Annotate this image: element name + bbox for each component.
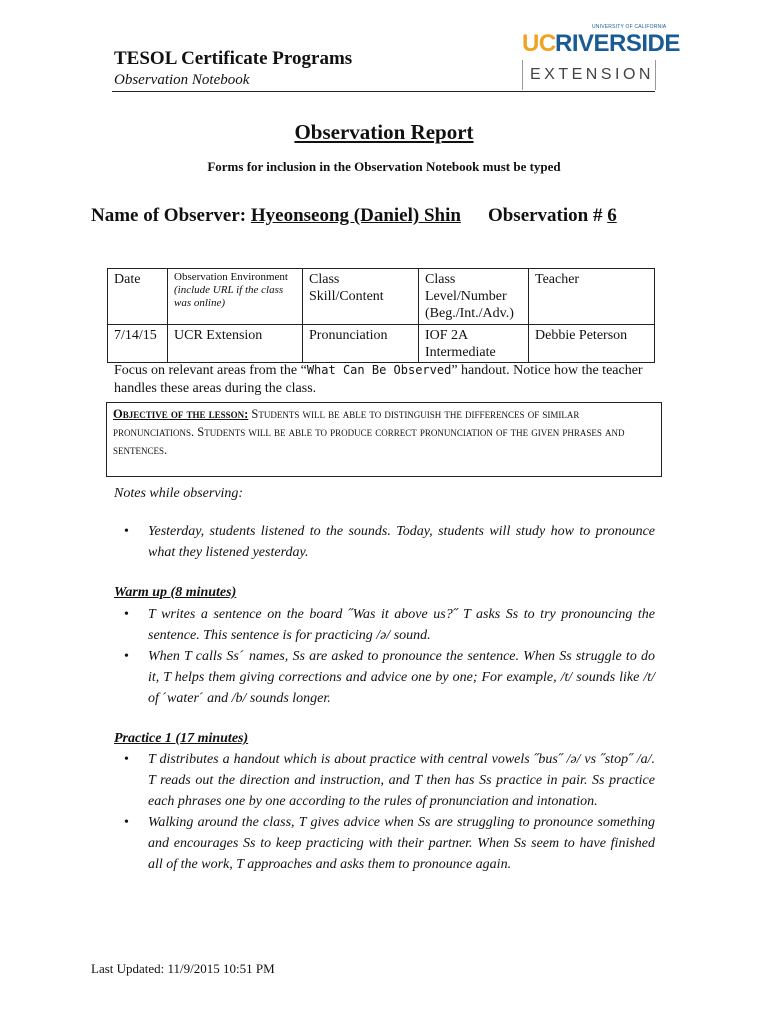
logo-divider-right [655,60,656,90]
cell-environment: UCR Extension [168,325,303,363]
header-teacher: Teacher [529,269,655,325]
logo-extension-text: EXTENSION [530,66,654,83]
program-title: TESOL Certificate Programs [114,48,353,69]
bullet-icon: • [124,815,129,830]
focus-handout-name: What Can Be Observed [306,363,452,377]
list-item [114,521,655,563]
cell-skill: Pronunciation [303,325,419,363]
list-item [114,646,655,709]
logo-university-text: UNIVERSITY OF CALIFORNIA [592,24,667,30]
observer-name: Hyeonseong (Daniel) Shin [250,205,461,226]
practice1-list [114,749,655,875]
bullet-icon: • [124,607,129,622]
objective-body: Students will be able to distinguish the differences of similar pronunciations. Students will be able to produce correct pronunciation of the given phrases and sentences. [113,407,625,457]
list-item-text: Yesterday, students listened to the sounds. Today, students will study how to pronounce what they listened yesterday. [148,524,655,560]
focus-instruction [114,361,654,398]
header-level: Class Level/Number (Beg./Int./Adv.) [419,269,529,325]
list-item [114,749,655,812]
list-item-text: When T calls Ssˊ names, Ss are asked to pronounce the sentence. When Ss struggle to do it, T helps them giving corrections and advice one by one; For example, /t/ sounds like /t/ of ˊwaterˊ and /b/ sounds longer. [148,649,655,706]
bullet-icon: • [124,649,129,664]
warmup-heading: Warm up (8 minutes) [114,585,237,600]
last-updated: Last Updated: 11/9/2015 10:51 PM [91,961,275,976]
observation-number: 6 [607,205,617,226]
header-environment-main: Observation Environment [174,271,288,283]
table-header-row [108,269,655,325]
observation-table [107,268,655,363]
list-item-text: T distributes a handout which is about practice with central vowels ˝bus˝ /ə/ vs ˝stop˝ /a/. T reads out the direction and instruction, and T then has Ss practice in pair. Ss practice each phrases one by one according to the rules of pronunciation and intonation. [148,752,655,809]
objective-text [113,405,653,459]
notebook-subtitle: Observation Notebook [114,72,250,88]
list-item [114,812,655,875]
practice1-heading: Practice 1 (17 minutes) [114,731,249,746]
observation-label: Observation # [487,205,608,226]
bullet-icon: • [124,524,129,539]
cell-teacher: Debbie Peterson [529,325,655,363]
objective-box [106,402,662,477]
bullet-icon: • [124,752,129,767]
cell-date: 7/14/15 [108,325,168,363]
logo-divider-left [522,60,523,90]
observer-label: Name of Observer: [91,205,251,226]
header-environment-note: (include URL if the class was online) [174,284,284,309]
intro-list [114,521,655,563]
cell-level: IOF 2A Intermediate [419,325,529,363]
header-environment [168,269,303,325]
objective-label: Objective of the lesson: [113,407,249,421]
report-subtitle: Forms for inclusion in the Observation Notebook must be typed [207,159,561,174]
list-item-text: Walking around the class, T gives advice when Ss are struggling to pronounce something and encourages Ss to keep practicing with their partner. When Ss seem to have finished all of the work, T approaches and asks them to pronounce again. [148,815,655,872]
warmup-list [114,604,655,709]
focus-text-after: ” handout. Notice how the teacher handles these areas during the class. [114,363,643,396]
header-date: Date [108,269,168,325]
list-item [114,604,655,646]
header-skill: Class Skill/Content [303,269,419,325]
logo-riverside-text: RIVERSIDE [555,30,680,57]
table-row [108,325,655,363]
observer-line [91,205,617,227]
report-title: Observation Report [294,120,474,144]
logo-uc-text: UC [522,30,556,57]
list-item-text: T writes a sentence on the board ˝Was it above us?˝ T asks Ss to try pronouncing the sentence. This sentence is for practicing /ə/ sound. [148,607,655,643]
notes-heading: Notes while observing: [114,486,244,501]
focus-text-before: Focus on relevant areas from the “ [114,363,307,378]
ucr-extension-logo [522,24,680,92]
